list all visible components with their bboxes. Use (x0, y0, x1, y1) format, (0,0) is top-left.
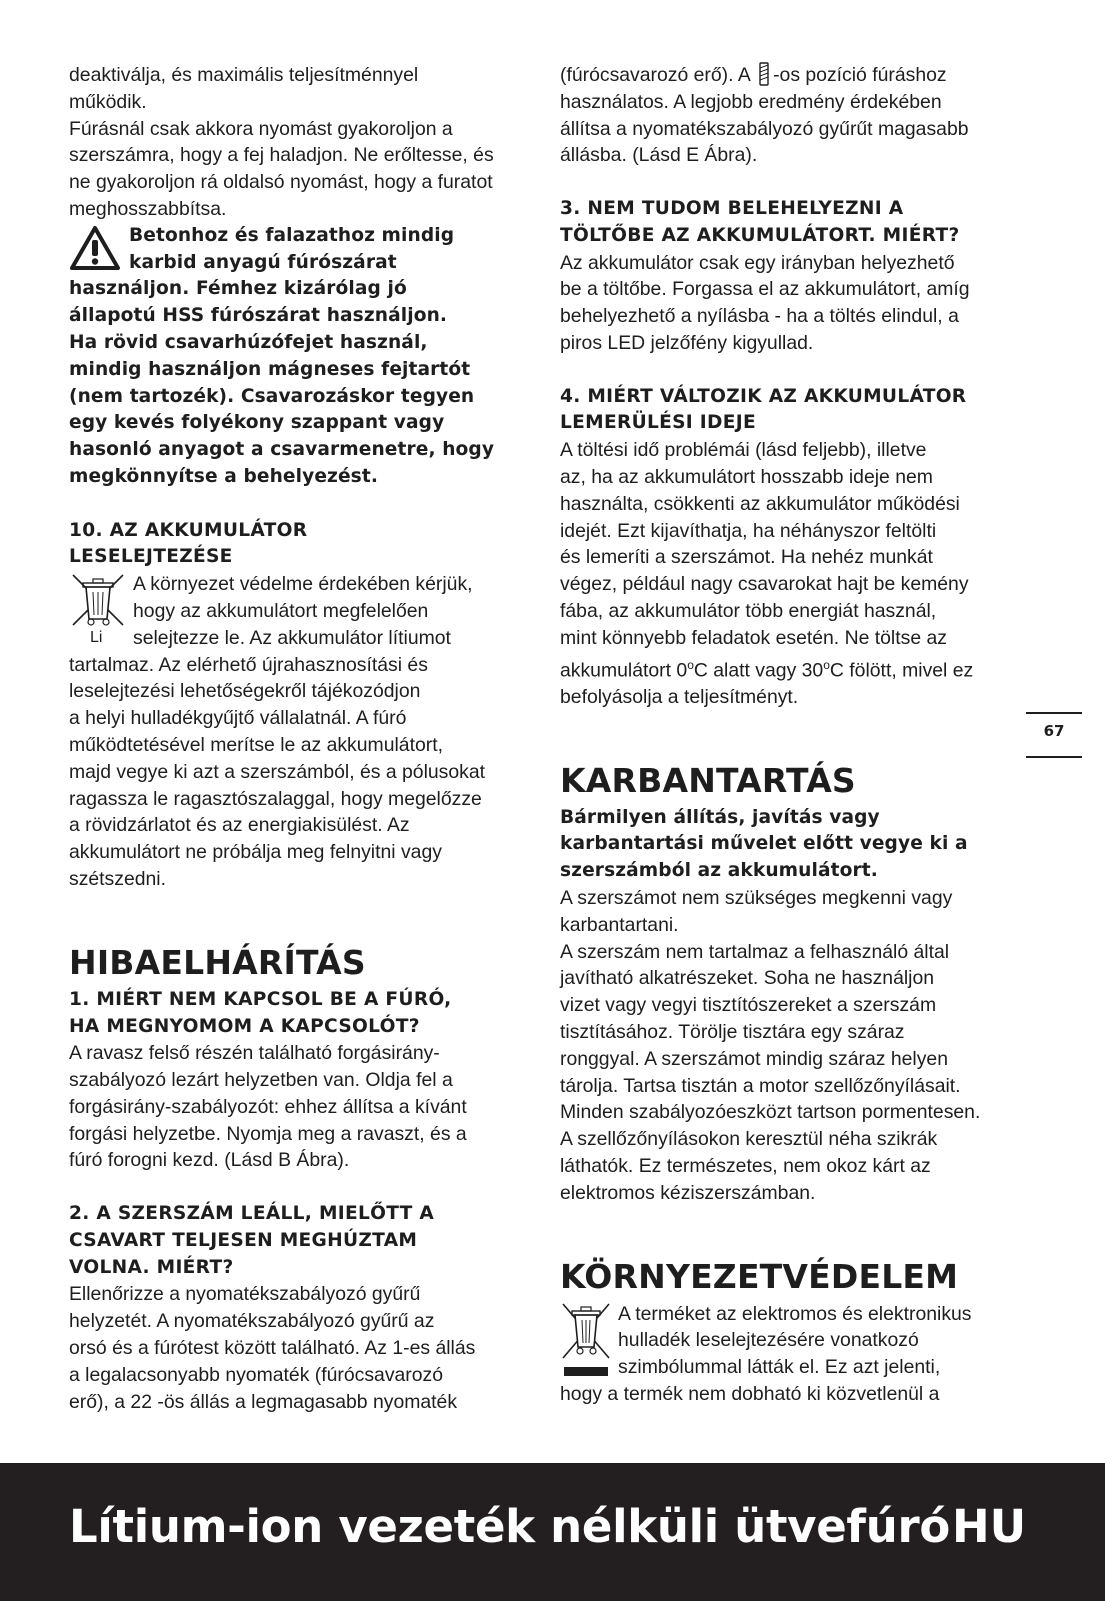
warning-line: egy kevés folyékony szappant vagy (69, 412, 445, 434)
maintenance-warning-line: Bármilyen állítás, javítás vagy (560, 806, 880, 828)
continuation-line: (fúrócsavarozó erő). A -os pozíció fúráshoz (560, 64, 947, 86)
section10-line: szétszedni. (69, 867, 167, 890)
continuation-line: használatos. A legjobb eredmény érdekében (560, 90, 942, 113)
crossed-bin-icon (69, 571, 127, 647)
q4-line: A töltési idő problémái (lásd feljebb), illetve (560, 439, 927, 462)
section10-line: majd vegye ki azt a szerszámból, és a pólusokat (69, 760, 486, 783)
page-number-box (1026, 712, 1082, 758)
maintenance-line: A szerszám nem tartalmaz a felhasználó által (560, 940, 950, 963)
q2-line: helyzetét. A nyomatékszabályozó gyűrű az (69, 1310, 435, 1333)
q2-title: CSAVART TELJESEN MEGHÚZTAM (69, 1229, 418, 1251)
section10-line: a rövidzárlatot és az energiakisülést. Az (69, 814, 410, 837)
q1-line: forgási helyzetbe. Nyomja meg a ravaszt, és a (69, 1122, 467, 1145)
q3-title: TÖLTŐBE AZ AKKUMULÁTORT. MIÉRT? (560, 224, 960, 246)
maintenance-line: tárolja. Tartsa tisztán a motor szellőzőnyílásait. (560, 1074, 961, 1097)
environment-line: hulladék leselejtezésére vonatkozó (618, 1329, 919, 1352)
q2-title: 2. A SZERSZÁM LEÁLL, MIELŐTT A (69, 1203, 435, 1225)
weee-crossed-bin-icon (560, 1301, 612, 1377)
warning-block (69, 223, 539, 491)
battery-disposal-block (69, 571, 539, 893)
weee-block (560, 1301, 1030, 1408)
q4-title: 4. MIÉRT VÁLTOZIK AZ AKKUMULÁTOR (560, 385, 967, 407)
q4-line: fába, az akkumulátor több energiát használ, (560, 599, 937, 622)
q3-title: 3. NEM TUDOM BELEHELYEZNI A (560, 197, 904, 219)
maintenance-line: tisztításához. Törölje tisztára egy száraz (560, 1020, 905, 1043)
q2-line: Ellenőrizze a nyomatékszabályozó gyűrű (69, 1283, 421, 1306)
section10-line: a helyi hulladékgyűjtő vállalatnál. A fúró (69, 707, 407, 730)
warning-line: (nem tartozék). Csavarozáskor tegyen (69, 385, 475, 407)
q3-line: behelyezhető a nyílásba - ha a töltés elindul, a (560, 305, 959, 328)
intro-line: Fúrásnál csak akkora nyomást gyakoroljon a (69, 117, 453, 140)
q4-line: végez, például nagy csavarokat hajt be kemény (560, 573, 969, 596)
footer-title: Lítium-ion vezeték nélküli ütvefúró (69, 1500, 950, 1553)
intro-line: ne gyakoroljon rá oldalsó nyomást, hogy a furatot (69, 171, 493, 194)
continuation-line: állítsa a nyomatékszabályozó gyűrűt magasabb (560, 117, 969, 140)
intro-line: szerszámra, hogy a fej haladjon. Ne erőltesse, és (69, 144, 494, 167)
weee-bar-icon (564, 1367, 608, 1376)
section10-line: akkumulátort ne próbálja meg felnyitni vagy (69, 841, 442, 864)
troubleshooting-heading: HIBAELHÁRÍTÁS (69, 942, 366, 982)
q1-title: 1. MIÉRT NEM KAPCSOL BE A FÚRÓ, (69, 988, 452, 1010)
section10-line: hogy az akkumulátort megfelelően (133, 599, 429, 622)
q2-line: orsó és a fúrótest között található. Az 1-es állás (69, 1337, 476, 1360)
environment-heading: KÖRNYEZETVÉDELEM (560, 1256, 959, 1296)
maintenance-line: A szellőzőnyílásokon keresztül néha szikrák (560, 1128, 938, 1151)
warning-line: Betonhoz és falazathoz mindig (129, 224, 455, 246)
left-column (69, 62, 539, 1415)
q1-title: HA MEGNYOMOM A KAPCSOLÓT? (69, 1015, 420, 1037)
intro-line: működik. (69, 90, 147, 113)
maintenance-line: láthatók. Ez természetes, nem okoz kárt az (560, 1154, 931, 1177)
intro-line: meghosszabbítsa. (69, 197, 227, 220)
q4-line: használta, csökkenti az akkumulátor működési (560, 492, 960, 515)
maintenance-heading: KARBANTARTÁS (560, 760, 856, 800)
environment-line: szimbólummal látták el. Ez azt jelenti, (618, 1356, 941, 1379)
q4-line: az, ha az akkumulátort hosszabb ideje nem (560, 465, 933, 488)
q1-line: A ravasz felső részén található forgásirány- (69, 1042, 440, 1065)
environment-line: A terméket az elektromos és elektronikus (618, 1302, 972, 1325)
q4-title: LEMERÜLÉSI IDEJE (560, 412, 756, 434)
warning-triangle-icon (69, 225, 121, 271)
footer-band (0, 1463, 1105, 1601)
q4-line: idejét. Ezt kijavíthatja, ha néhányszor feltölti (560, 519, 937, 542)
section10-line: leselejtezési lehetőségekről tájékozódjon (69, 680, 421, 703)
q1-line: szabályozó lezárt helyzetben van. Oldja fel a (69, 1069, 453, 1092)
maintenance-warning-line: karbantartási művelet előtt vegye ki a (560, 833, 968, 855)
q1-line: fúró forogni kezd. (Lásd B Ábra). (69, 1149, 350, 1172)
maintenance-line: javítható alkatrészeket. Soha ne használjon (560, 967, 935, 990)
q4-line: befolyásolja a teljesítményt. (560, 685, 799, 708)
maintenance-line: karbantartani. (560, 913, 679, 936)
warning-line: használjon. Fémhez kizárólag jó (69, 278, 407, 300)
warning-line: mindig használjon mágneses fejtartót (69, 358, 471, 380)
maintenance-warning-line: szerszámból az akkumulátort. (560, 860, 878, 882)
maintenance-line: A szerszámot nem szükséges megkenni vagy (560, 886, 953, 909)
warning-line: Ha rövid csavarhúzófejet használ, (69, 331, 428, 353)
q4-temperature-line: akkumulátort 0$^o$C alatt vagy 30$^o$C fölött, mivel ez (560, 657, 974, 681)
section10-line: ragassza le ragasztószalaggal, hogy megelőzze (69, 787, 482, 810)
q1-line: forgásirány-szabályozót: ehhez állítsa a kívánt (69, 1095, 467, 1118)
warning-line: megkönnyítse a behelyezést. (69, 465, 378, 487)
q3-line: Az akkumulátor csak egy irányban helyezhető (560, 251, 955, 274)
q2-line: a legalacsonyabb nyomaték (fúrócsavarozó (69, 1363, 444, 1386)
maintenance-line: vizet vagy vegyi tisztítószereket a szerszám (560, 994, 937, 1017)
environment-line: hogy a termék nem dobható ki közvetlenül a (560, 1382, 940, 1405)
section10-line: selejtezze le. Az akkumulátor lítiumot (133, 626, 451, 649)
q2-line: erő), a 22 -ös állás a legmagasabb nyomaték (69, 1390, 458, 1413)
section10-line: A környezet védelme érdekében kérjük, (133, 573, 473, 596)
q4-line: és lemeríti a szerszámot. Ha nehéz munkát (560, 546, 933, 569)
continuation-line: állásba. (Lásd E Ábra). (560, 144, 758, 167)
q4-line: mint könnyebb feladatok esetén. Ne töltse az (560, 626, 947, 649)
maintenance-line: elektromos kéziszerszámban. (560, 1181, 816, 1204)
warning-line: hasonló anyagot a csavarmenetre, hogy (69, 439, 495, 461)
lithium-label: Li (90, 629, 103, 647)
maintenance-line: ronggyal. A szerszámot mindig száraz helyen (560, 1047, 949, 1070)
section10-line: tartalmaz. Az elérhető újrahasznosítási és (69, 653, 428, 676)
warning-line: karbid anyagú fúrószárat (129, 251, 397, 273)
section10-title: LESELEJTEZÉSE (69, 546, 233, 568)
drill-bit-icon (757, 62, 771, 86)
q3-line: be a töltőbe. Forgassa el az akkumulátort, amíg (560, 278, 970, 301)
maintenance-line: Minden szabályozóeszközt tartson pormentesen. (560, 1101, 981, 1124)
page-number: 67 (1043, 722, 1065, 740)
q3-line: piros LED jelzőfény kigyullad. (560, 331, 814, 354)
section10-title: 10. AZ AKKUMULÁTOR (69, 519, 308, 541)
section10-line: működtetésével merítse le az akkumulátort, (69, 733, 443, 756)
intro-line: deaktiválja, és maximális teljesítménnyel (69, 64, 419, 86)
right-column (560, 62, 1030, 1408)
footer-language: HU (952, 1500, 1027, 1553)
q2-title: VOLNA. MIÉRT? (69, 1256, 234, 1278)
warning-line: állapotú HSS fúrószárat használjon. (69, 305, 448, 327)
